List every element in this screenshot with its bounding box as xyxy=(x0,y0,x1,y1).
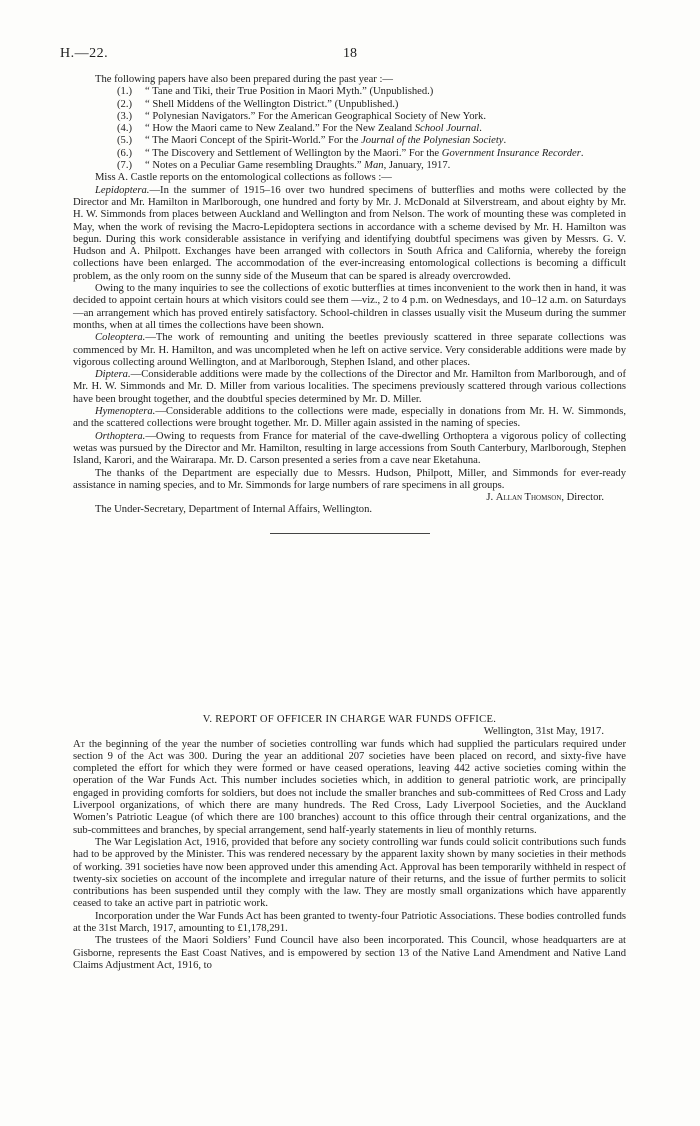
page-header xyxy=(60,48,640,66)
entomology-intro: Miss A. Castle reports on the entomological collections as follows :— xyxy=(95,172,392,184)
war-funds-paragraph-2: The War Legislation Act, 1916, provided that before any society controlling war funds could solicit contributions such funds had to be approved by the Minister. This was rendered necessary by the apparent laxity shown by many societies in their methods of working. 391 societies have now been approved under this amending Act. Approval has been temporarily withheld in respect of twenty-six societies on account of the incomplete and irregular nature of their returns, and the issue of further permits to solicit contributions has been suspended until they comply with the law. They are mostly small organizations which have apparently ceased to take an active part in patriotic work. xyxy=(73,836,626,910)
papers-list xyxy=(117,86,626,172)
coleoptera-paragraph: Coleoptera.—The work of remounting and uniting the beetles previously scattered in three separate collections was commenced by Mr. H. Hamilton, and was uncompleted when he left on active service. Very considerable additions were made by vigorous collecting around Wellington, and at Marlborough, Stephen Island, and other places. xyxy=(73,332,626,368)
upper-body xyxy=(73,74,626,550)
paper-item: (1.) “ Tane and Tiki, their True Position in Maori Myth.” (Unpublished.) xyxy=(117,86,434,98)
paper-item: (4.) “ How the Maori came to New Zealand.” For the New Zealand School Journal. xyxy=(117,123,482,135)
lepidoptera-paragraph: Lepidoptera.—In the summer of 1915–16 over two hundred specimens of butterflies and moths were collected by the Director and Mr. Hamilton in Marlborough, one hundred and forty by Mr. J. McDonald at Silverstream, and about eighty by Mr. H. W. Simmonds from places between Auckland and Wellington and from Nelson. The work of mounting these was completed in May, when the work of revising the Macro-Lepidoptera sections in accordance with a scheme devised by Mr. H. Hamilton was begun. During this work considerable assistance in verifying and identifying doubtful specimens was given by Messrs. G. V. Hudson and A. Philpott. Exchanges have been arranged with collectors in South Africa and California, whereby the foreign collections have been enlarged. The accommodation of the ever-increasing entomological collections is becoming a difficult problem, as the only room on the sunny side of the Museum that can be spared is already overcrowded. xyxy=(73,184,626,282)
paper-item: (6.) “ The Discovery and Settlement of Wellington by the Maori.” For the Government Insurance Recorder. xyxy=(117,147,584,159)
paper-item: (7.) “ Notes on a Peculiar Game resembling Draughts.” Man, January, 1917. xyxy=(117,160,451,172)
papers-intro: The following papers have also been prepared during the past year :— xyxy=(95,74,393,85)
paper-item: (5.) “ The Maori Concept of the Spirit-World.” For the Journal of the Polynesian Society. xyxy=(117,135,507,147)
war-funds-paragraph-1: At the beginning of the year the number of societies controlling war funds which had supplied the particulars required under section 9 of the Act was 300. During the year an additional 207 societies have been placed on record, and sixty-five have completed the effort for which they were formed or have ceased operations, leaving 442 active societies coming within the operation of the War Funds Act. This number includes societies which, in addition to general patriotic work, are principally engaged in providing comforts for soldiers, but does not include the smaller branches and sub-committees of Red Cross and Lady Liverpool organizations, of which there are many hundreds. The Red Cross, Lady Liverpool Societies, and the Auckland Women’s Patriotic League (of which there are 100 branches) account to this office through their central organizations, and the sub-committees and branches, by special arrangement, send half-yearly statements in lieu of monthly returns. xyxy=(73,738,626,836)
thanks-paragraph: The thanks of the Department are especially due to Messrs. Hudson, Philpott, Miller, and Simmonds for ever-ready assistance in naming species, and to Mr. Simmonds for large numbers of rare specimens in all groups. xyxy=(73,467,626,491)
hymenoptera-paragraph: Hymenoptera.—Considerable additions to the collections were made, especially in donations from Mr. H. W. Simmonds, and the scattered collections were brought together. Mr. D. Miller again assisted in the naming of species. xyxy=(73,406,626,430)
war-funds-paragraph-4: The trustees of the Maori Soldiers’ Fund Council have also been incorporated. This Council, whose headquarters are at Gisborne, represents the East Coast Natives, and is empowered by section 13 of the Native Land Amendment and Native Land Claims Adjustment Act, 1916, to xyxy=(73,935,626,971)
war-funds-section xyxy=(73,714,626,972)
document-reference: H.—22. xyxy=(60,46,109,61)
orthoptera-paragraph: Orthoptera.—Owing to requests from France for material of the cave-dwelling Orthoptera a vigorous policy of collecting wetas was pursued by the Director and Mr. Hamilton, resulting in large accessions from South Canterbury, Marlborough, Stephen Island, Karori, and the Wairarapa. Mr. D. Carson presented a series from a cave near Eketahuna. xyxy=(73,430,626,467)
paper-item: (3.) “ Polynesian Navigators.” For the American Geographical Society of New York. xyxy=(117,110,486,122)
page-number: 18 xyxy=(343,46,357,61)
addressee: The Under-Secretary, Department of Internal Affairs, Wellington. xyxy=(95,504,373,516)
war-funds-paragraph-3: Incorporation under the War Funds Act has been granted to twenty-four Patriotic Associations. These bodies controlled funds at the 31st March, 1917, amounting to £1,178,291. xyxy=(73,910,626,935)
section-title: V. REPORT OF OFFICER IN CHARGE WAR FUNDS OFFICE. xyxy=(202,714,497,725)
paper-item: (2.) “ Shell Middens of the Wellington District.” (Unpublished.) xyxy=(117,98,399,110)
diptera-paragraph: Diptera.—Considerable additions were made by the collections of the Director and Mr. Hamilton from Marlborough, and of Mr. H. W. Simmonds and Mr. D. Miller from various localities. The specimens previously scattered through various collections have been brought together, and the doubtful species determined by Mr. D. Miller. xyxy=(73,369,626,405)
signature: J. Allan Thomson, Director. xyxy=(486,492,604,504)
section-divider xyxy=(270,533,430,534)
dateline: Wellington, 31st May, 1917. xyxy=(483,726,604,738)
visiting-hours-paragraph: Owing to the many inquiries to see the collections of exotic butterflies at times inconvenient to the work then in hand, it was decided to appoint certain hours at which visitors could see them —viz., 2 to 4 p.m. on Wednesdays, and 10–12 a.m. on Saturdays—an arrangement which has proved entirely satisfactory. School-children in classes usually visit the Museum during the summer months, when at all times the collections have been shown. xyxy=(73,283,626,331)
